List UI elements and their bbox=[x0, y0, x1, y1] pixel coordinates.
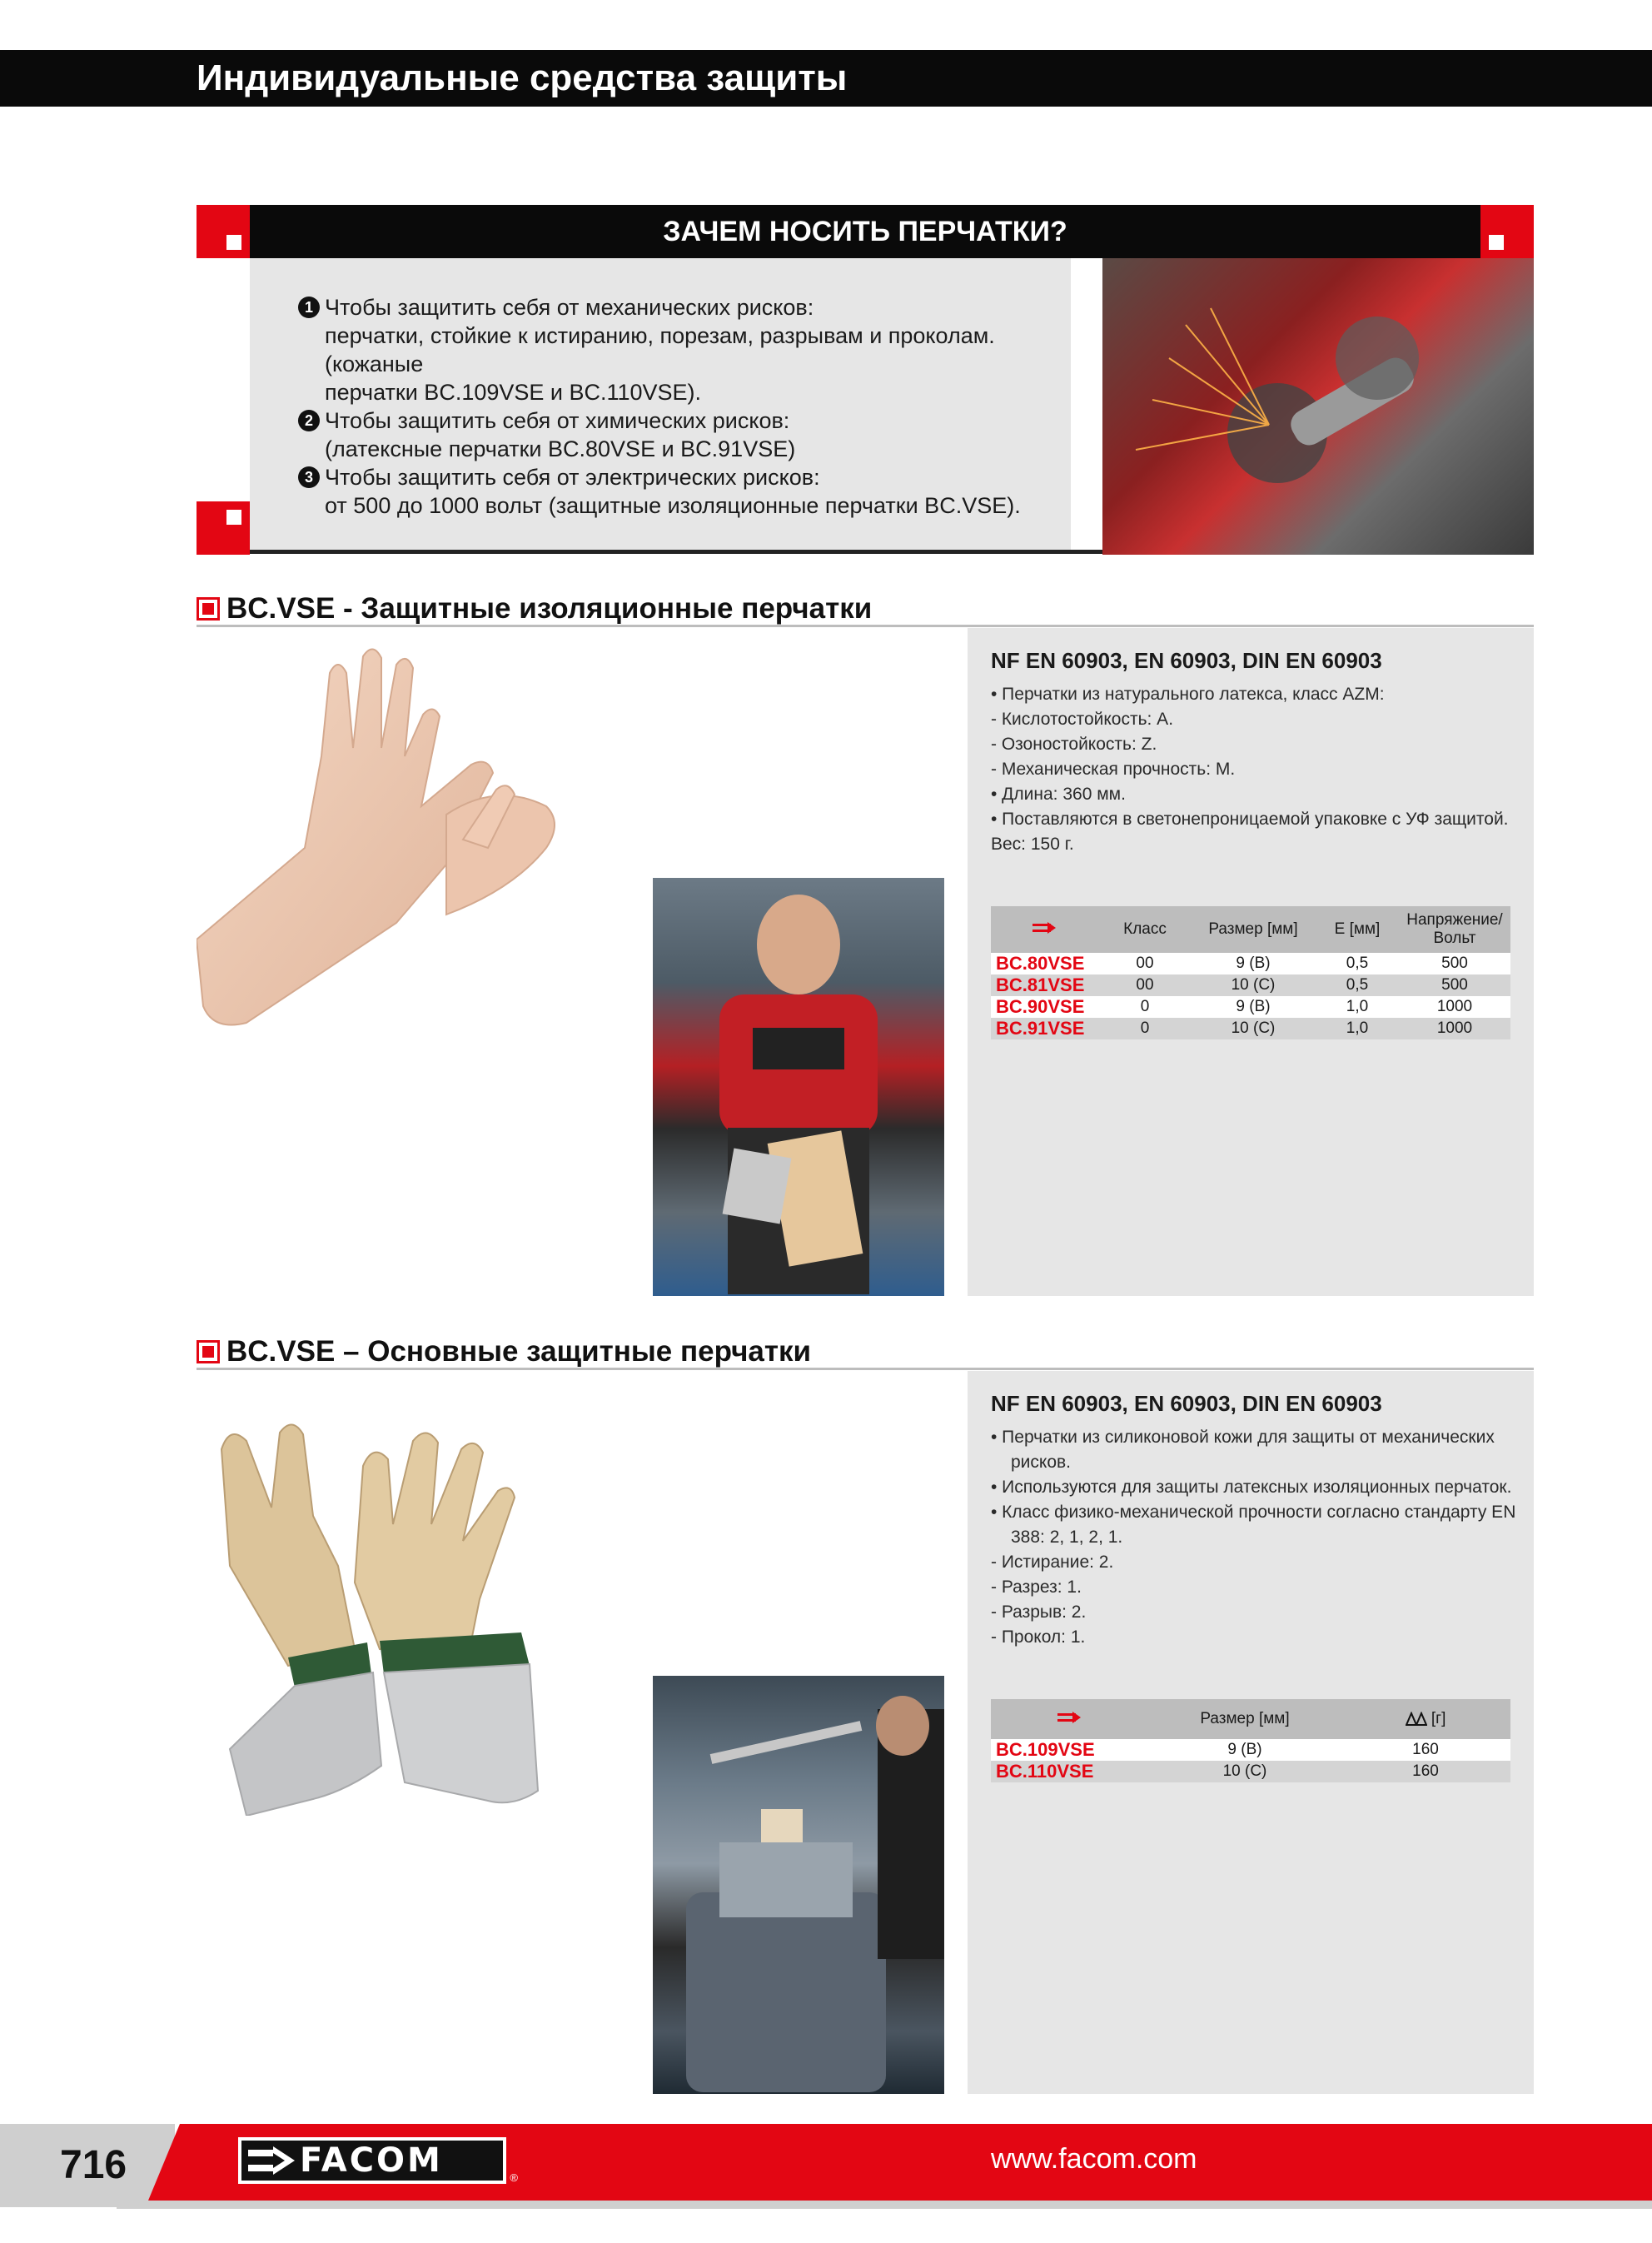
why-item-heading: Чтобы защитить себя от механических рисков: bbox=[325, 295, 814, 320]
table-row bbox=[991, 1761, 1510, 1782]
table-cell: 160 bbox=[1341, 1739, 1510, 1761]
column-header: Напряжение/ Вольт bbox=[1399, 906, 1510, 953]
spec-line: • Класс физико-механической прочности согласно стандарту EN bbox=[991, 1503, 1516, 1522]
section2-rule bbox=[197, 1368, 1534, 1370]
table-cell: 9 (B) bbox=[1191, 996, 1316, 1018]
table-cell: 160 bbox=[1341, 1761, 1510, 1782]
leather-glove-image bbox=[197, 1399, 546, 1816]
corner-decoration-top-right bbox=[1480, 205, 1534, 258]
section-square-icon bbox=[197, 597, 220, 621]
table-row bbox=[991, 996, 1510, 1018]
table-row bbox=[991, 1739, 1510, 1761]
worker-putting-on-gloves-photo bbox=[653, 878, 944, 1296]
facom-logo bbox=[238, 2137, 518, 2184]
column-header: Размер [мм] bbox=[1191, 906, 1316, 953]
column-header: E [мм] bbox=[1316, 906, 1399, 953]
section1-product-table bbox=[991, 906, 1510, 1039]
column-header: Размер [мм] bbox=[1149, 1699, 1341, 1739]
brand-name: FACOM bbox=[300, 2141, 443, 2180]
why-item-detail: (латексные перчатки BC.80VSE и BC.91VSE) bbox=[325, 436, 796, 461]
spec-line: 388: 2, 1, 2, 1. bbox=[1011, 1528, 1123, 1547]
why-item-heading: Чтобы защитить себя от химических рисков: bbox=[325, 408, 790, 433]
section1-rule bbox=[197, 625, 1534, 627]
product-reference: BC.80VSE bbox=[991, 953, 1099, 974]
page-number: 716 bbox=[60, 2143, 127, 2187]
section1-heading bbox=[197, 591, 872, 626]
weight-unit: [г] bbox=[1431, 1710, 1446, 1727]
table-cell: 0,5 bbox=[1316, 953, 1399, 974]
section1-description bbox=[991, 682, 1524, 857]
section1-standards: NF EN 60903, EN 60903, DIN EN 60903 bbox=[991, 648, 1382, 673]
column-header-weight bbox=[1341, 1699, 1510, 1739]
why-left-margin bbox=[197, 258, 250, 501]
spec-line: - Разрыв: 2. bbox=[991, 1602, 1087, 1622]
why-item-3 bbox=[298, 463, 1047, 520]
table-cell: 00 bbox=[1099, 974, 1191, 996]
spec-line: - Озоностойкость: Z. bbox=[991, 735, 1157, 754]
spec-line: - Кислотостойкость: A. bbox=[991, 710, 1174, 729]
section1-spec bbox=[991, 648, 1524, 857]
spec-line: • Перчатки из натурального латекса, класс AZM: bbox=[991, 685, 1385, 704]
why-item-2 bbox=[298, 406, 1047, 463]
why-item-detail: от 500 до 1000 вольт (защитные изоляционные перчатки BC.VSE). bbox=[325, 493, 1021, 518]
grinder-photo bbox=[1102, 258, 1534, 555]
section2-spec bbox=[991, 1391, 1524, 1650]
page-title: Индивидуальные средства защиты bbox=[197, 57, 848, 98]
why-title: ЗАЧЕМ НОСИТЬ ПЕРЧАТКИ? bbox=[663, 216, 1067, 247]
table-cell: 500 bbox=[1399, 953, 1510, 974]
spec-line: рисков. bbox=[1011, 1453, 1072, 1472]
table-cell: 00 bbox=[1099, 953, 1191, 974]
table-cell: 0 bbox=[1099, 1018, 1191, 1039]
product-reference: BC.90VSE bbox=[991, 996, 1099, 1018]
table-cell: 9 (B) bbox=[1149, 1739, 1341, 1761]
table-row bbox=[991, 974, 1510, 996]
why-item-1 bbox=[298, 293, 1047, 406]
table-cell: 9 (B) bbox=[1191, 953, 1316, 974]
footer-grey-strip bbox=[117, 2201, 1652, 2209]
website-link[interactable]: www.facom.com bbox=[991, 2143, 1197, 2175]
corner-decoration-bottom-left bbox=[197, 501, 250, 555]
product-reference: BC.91VSE bbox=[991, 1018, 1099, 1039]
table-header-row bbox=[991, 906, 1510, 953]
section2-heading-text: BC.VSE – Основные защитные перчатки bbox=[226, 1335, 812, 1368]
table-cell: 10 (C) bbox=[1191, 1018, 1316, 1039]
spec-line: Вес: 150 г. bbox=[991, 835, 1074, 854]
table-cell: 500 bbox=[1399, 974, 1510, 996]
section2-standards: NF EN 60903, EN 60903, DIN EN 60903 bbox=[991, 1391, 1382, 1416]
product-reference: BC.81VSE bbox=[991, 974, 1099, 996]
spec-line: • Используются для защиты латексных изоляционных перчаток. bbox=[991, 1478, 1512, 1497]
spec-line: • Перчатки из силиконовой кожи для защиты от механических bbox=[991, 1428, 1495, 1447]
product-reference: BC.109VSE bbox=[991, 1739, 1149, 1761]
weight-scale-icon bbox=[1406, 1712, 1427, 1727]
number-badge-icon: 1 bbox=[298, 297, 320, 318]
registered-mark: ® bbox=[510, 2171, 518, 2184]
latex-glove-image bbox=[197, 640, 580, 1031]
facom-arrow-icon bbox=[248, 2146, 295, 2175]
table-row bbox=[991, 1018, 1510, 1039]
number-badge-icon: 2 bbox=[298, 410, 320, 431]
product-reference: BC.110VSE bbox=[991, 1761, 1149, 1782]
section-square-icon bbox=[197, 1340, 220, 1363]
section2-description bbox=[991, 1425, 1524, 1650]
spec-line: - Прокол: 1. bbox=[991, 1627, 1086, 1647]
table-cell: 0,5 bbox=[1316, 974, 1399, 996]
worker-with-tool-photo bbox=[653, 1676, 944, 2094]
table-cell: 10 (C) bbox=[1149, 1761, 1341, 1782]
why-item-heading: Чтобы защитить себя от электрических рисков: bbox=[325, 465, 820, 490]
table-row bbox=[991, 953, 1510, 974]
number-badge-icon: 3 bbox=[298, 466, 320, 488]
why-item-detail: перчатки, стойкие к истиранию, порезам, разрывам и проколам. (кожаные bbox=[325, 323, 995, 376]
spec-line: - Истирание: 2. bbox=[991, 1553, 1114, 1572]
table-cell: 1,0 bbox=[1316, 1018, 1399, 1039]
reference-arrow-icon bbox=[991, 1699, 1149, 1739]
section2-product-table bbox=[991, 1699, 1510, 1782]
reference-arrow-icon bbox=[991, 906, 1099, 953]
table-header-row bbox=[991, 1699, 1510, 1739]
spec-line: • Длина: 360 мм. bbox=[991, 785, 1126, 804]
section2-heading bbox=[197, 1334, 811, 1369]
column-header: Класс bbox=[1099, 906, 1191, 953]
table-cell: 1,0 bbox=[1316, 996, 1399, 1018]
table-cell: 1000 bbox=[1399, 1018, 1510, 1039]
table-cell: 1000 bbox=[1399, 996, 1510, 1018]
spec-line: - Механическая прочность: M. bbox=[991, 760, 1236, 779]
section1-heading-text: BC.VSE - Защитные изоляционные перчатки bbox=[226, 592, 873, 625]
spec-line: • Поставляются в светонепроницаемой упаковке с УФ защитой. bbox=[991, 810, 1509, 829]
corner-decoration-top-left bbox=[197, 205, 250, 258]
why-item-detail: перчатки BC.109VSE и BC.110VSE). bbox=[325, 380, 702, 405]
table-cell: 10 (C) bbox=[1191, 974, 1316, 996]
table-cell: 0 bbox=[1099, 996, 1191, 1018]
spec-line: - Разрез: 1. bbox=[991, 1578, 1082, 1597]
why-list bbox=[298, 293, 1047, 520]
